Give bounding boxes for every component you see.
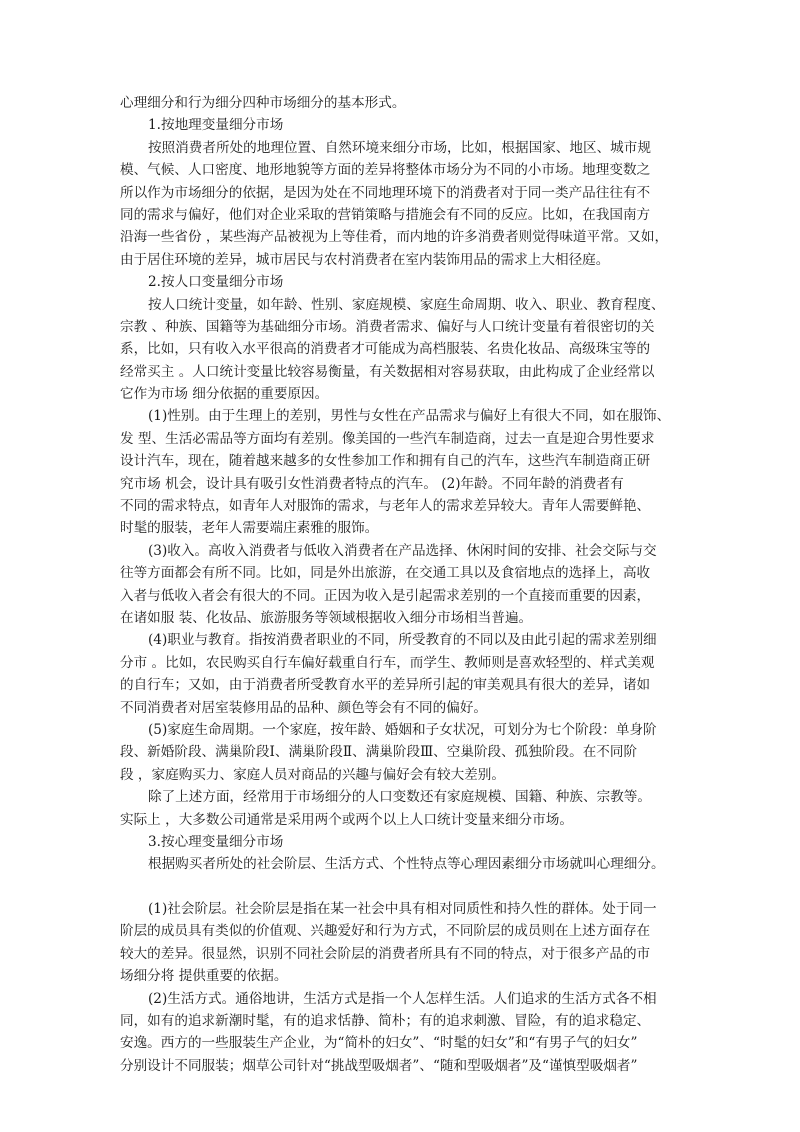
text-line: 3.按心理变量细分市场 bbox=[148, 833, 284, 850]
text-line: 它作为市场 细分依据的重要原因。 bbox=[120, 386, 329, 403]
text-line: 宗教 、种族、国籍等为基础细分市场。消费者需求、偏好与人口统计变量有着很密切的关 bbox=[120, 318, 655, 335]
text-line: 沿海一些省份 ，某些海产品被视为上等佳肴，而内地的许多消费者则觉得味道平常。又如， bbox=[120, 229, 669, 246]
text-line: 心理细分和行为细分四种市场细分的基本形式。 bbox=[120, 95, 406, 111]
text-line: 不同的需求特点，如青年人对服饰的需求，与老年人的需求差异较大。青年人需要鲜艳、 bbox=[120, 498, 651, 515]
text-line: 1.按地理变量细分市场 bbox=[148, 117, 284, 134]
text-line: 由于居住环境的差异，城市居民与农村消费者在室内装饰用品的需求上大相径庭。 bbox=[120, 251, 610, 268]
document-body bbox=[120, 92, 686, 1077]
text-line: 根据购买者所处的社会阶层、生活方式、个性特点等心理因素细分市场就叫心理细分。 bbox=[148, 856, 665, 873]
text-line: 设计汽车，现在，随着越来越多的女性参加工作和拥有自己的汽车，这些汽车制造商正研 bbox=[120, 453, 651, 470]
text-line: (3)收入。高收入消费者与低收入消费者在产品选择、休闲时间的安排、社会交际与交 bbox=[148, 542, 657, 559]
text-line: 时髦的服装，老年人需要端庄素雅的服饰。 bbox=[120, 520, 379, 537]
text-line: 按人口统计变量，如年龄、性别、家庭规模、家庭生命周期、收入、职业、教育程度、 bbox=[148, 296, 665, 313]
text-line: 同的需求与偏好，他们对企业采取的营销策略与措施会有不同的反应。比如，在我国南方 bbox=[120, 206, 651, 223]
text-line: 同，如有的追求新潮时髦，有的追求恬静、简朴；有的追求刺激、冒险，有的追求稳定、 bbox=[120, 1013, 651, 1030]
text-line: 段 ，家庭购买力、家庭人员对商品的兴趣与偏好会有较大差别。 bbox=[120, 766, 505, 783]
text-line: (5)家庭生命周期。一个家庭，按年龄、婚姻和子女状况，可划分为七个阶段：单身阶 bbox=[148, 721, 657, 738]
text-line: 不同消费者对居室装修用品的品种、颜色等会有不同的偏好。 bbox=[120, 699, 488, 716]
text-line: 段、新婚阶段、满巢阶段Ⅰ、满巢阶段Ⅱ、满巢阶段Ⅲ、空巢阶段、孤独阶段。在不同阶 bbox=[120, 744, 638, 761]
text-line: 实际上 ，大多数公司通常是采用两个或两个以上人口统计变量来细分市场。 bbox=[120, 811, 573, 828]
text-line: 究市场 机会，设计具有吸引女性消费者特点的汽车。 (2)年龄。不同年龄的消费者有 bbox=[120, 475, 624, 492]
text-line: (1)社会阶层。社会阶层是指在某一社会中具有相对同质性和持久性的群体。处于同一 bbox=[148, 901, 657, 918]
text-line: 经常买主 。人口统计变量比较容易衡量，有关数据相对容易获取，由此构成了企业经常以 bbox=[120, 363, 655, 380]
text-line: 往等方面都会有所不同。比如，同是外出旅游，在交通工具以及食宿地点的选择上，高收 bbox=[120, 565, 651, 582]
text-line: 阶层的成员具有类似的价值观、兴趣爱好和行为方式，不同阶层的成员则在上述方面存在 bbox=[120, 923, 651, 940]
text-line: 2.按人口变量细分市场 bbox=[148, 274, 284, 291]
text-line: 系，比如，只有收入水平很高的消费者才可能成为高档服装、名贵化妆品、高级珠宝等的 bbox=[120, 341, 651, 358]
text-line: 入者与低收入者会有很大的不同。正因为收入是引起需求差别的一个直接而重要的因素， bbox=[120, 587, 651, 604]
text-line: (4)职业与教育。指按消费者职业的不同，所受教育的不同以及由此引起的需求差别细 bbox=[148, 632, 657, 649]
text-line: 按照消费者所处的地理位置、自然环境来细分市场，比如，根据国家、地区、城市规 bbox=[148, 139, 651, 156]
text-line: 模、气候、人口密度、地形地貌等方面的差异将整体市场分为不同的小市场。地理变数之 bbox=[120, 162, 651, 179]
text-line: 在诸如服 装、化妆品、旅游服务等领域根据收入细分市场相当普遍。 bbox=[120, 609, 533, 626]
text-line: 分别设计不同服装；烟草公司针对“挑战型吸烟者”、“随和型吸烟者”及“谨慎型吸烟者” bbox=[120, 1057, 638, 1074]
text-line: 除了上述方面，经常用于市场细分的人口变数还有家庭规模、国籍、种族、宗教等。 bbox=[148, 789, 651, 806]
text-line: (2)生活方式。通俗地讲，生活方式是指一个人怎样生活。人们追求的生活方式各不相 bbox=[148, 990, 657, 1007]
text-line: 安逸。西方的一些服装生产企业，为“简朴的妇女”、“时髦的妇女”和“有男子气的妇女” bbox=[120, 1035, 638, 1052]
blank-line bbox=[120, 876, 686, 898]
text-line: 发 型、生活必需品等方面均有差别。像美国的一些汽车制造商，过去一直是迎合男性要求 bbox=[120, 430, 655, 447]
text-line: 较大的差异。很显然，识别不同社会阶层的消费者所具有不同的特点，对于很多产品的市 bbox=[120, 945, 651, 962]
text-line: 场细分将 提供重要的依据。 bbox=[120, 968, 288, 985]
text-line: (1)性别。由于生理上的差别，男性与女性在产品需求与偏好上有很大不同，如在服饰、 bbox=[148, 408, 671, 425]
text-line: 所以作为市场细分的依据，是因为处在不同地理环境下的消费者对于同一类产品往往有不 bbox=[120, 184, 651, 201]
text-line: 分市 。比如，农民购买自行车偏好载重自行车，而学生、教师则是喜欢轻型的、样式美观 bbox=[120, 654, 655, 671]
text-line: 的自行车；又如，由于消费者所受教育水平的差异所引起的审美观具有很大的差异，诸如 bbox=[120, 677, 651, 694]
